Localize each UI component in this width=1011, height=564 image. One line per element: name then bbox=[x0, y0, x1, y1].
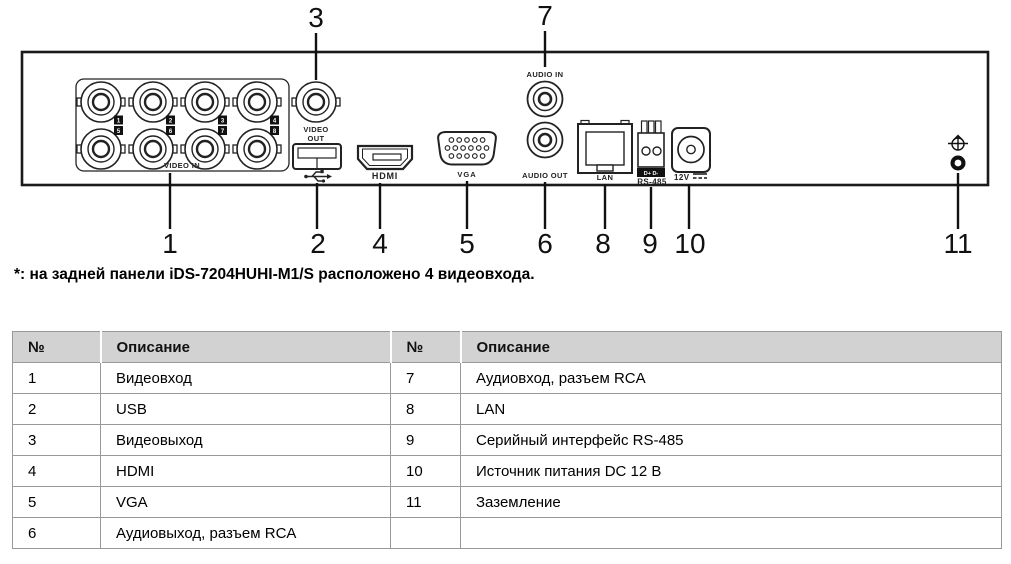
badge-5: 5 bbox=[116, 129, 121, 136]
badge-6: 6 bbox=[168, 129, 173, 136]
power-label: 12V bbox=[674, 173, 690, 182]
table-cell: Серийный интерфейс RS-485 bbox=[461, 425, 1002, 456]
table-cell: 4 bbox=[13, 456, 101, 487]
rear-panel-diagram bbox=[0, 0, 1011, 262]
video-out-label-1: VIDEO bbox=[303, 125, 329, 134]
table-row bbox=[13, 363, 1002, 394]
badge-7: 7 bbox=[220, 129, 225, 136]
table-cell: 2 bbox=[13, 394, 101, 425]
rca-audio-out-icon bbox=[528, 123, 563, 158]
table-cell bbox=[391, 518, 461, 549]
table-cell: LAN bbox=[461, 394, 1002, 425]
video-in-label: VIDEO IN bbox=[163, 161, 201, 170]
table-cell: USB bbox=[101, 394, 391, 425]
audio-out-label: AUDIO OUT bbox=[522, 171, 568, 180]
callout-5: 5 bbox=[459, 228, 475, 259]
description-table bbox=[12, 331, 1002, 549]
header-desc-left: Описание bbox=[101, 332, 391, 363]
table-row bbox=[13, 456, 1002, 487]
table-cell: 7 bbox=[391, 363, 461, 394]
hdmi-label: HDMI bbox=[371, 171, 399, 181]
table-cell: Источник питания DC 12 В bbox=[461, 456, 1002, 487]
lan-port bbox=[578, 121, 632, 183]
table-cell: 8 bbox=[391, 394, 461, 425]
header-num-left: № bbox=[13, 332, 101, 363]
table-cell: Видеовход bbox=[101, 363, 391, 394]
header-num-right: № bbox=[391, 332, 461, 363]
footnote: *: на задней панели iDS-7204HUHI-M1/S расположено 4 видеовхода. bbox=[14, 266, 535, 283]
callout-11: 11 bbox=[943, 228, 973, 259]
callout-9: 9 bbox=[642, 228, 658, 259]
table-row bbox=[13, 518, 1002, 549]
audio-in-label: AUDIO IN bbox=[526, 70, 564, 79]
rca-audio-in-icon bbox=[528, 82, 563, 117]
callout-10: 10 bbox=[674, 228, 706, 259]
lan-label: LAN bbox=[596, 173, 614, 182]
table-header-row bbox=[13, 332, 1002, 363]
table-cell: 6 bbox=[13, 518, 101, 549]
callout-8: 8 bbox=[595, 228, 611, 259]
header-desc-right: Описание bbox=[461, 332, 1002, 363]
table-cell: Аудиовыход, разъем RCA bbox=[101, 518, 391, 549]
table-row bbox=[13, 394, 1002, 425]
table-cell: 5 bbox=[13, 487, 101, 518]
callout-7: 7 bbox=[537, 0, 553, 31]
table-cell: Видеовыход bbox=[101, 425, 391, 456]
callout-3: 3 bbox=[308, 2, 324, 33]
badge-2: 2 bbox=[168, 118, 173, 125]
table-row bbox=[13, 425, 1002, 456]
table-cell: Аудиовход, разъем RCA bbox=[461, 363, 1002, 394]
rs485-badge: D+ D- bbox=[643, 171, 659, 177]
vga-label: VGA bbox=[457, 170, 477, 179]
badge-4: 4 bbox=[272, 118, 277, 125]
table-cell: Заземление bbox=[461, 487, 1002, 518]
badge-8: 8 bbox=[272, 129, 277, 136]
badge-1: 1 bbox=[116, 118, 121, 125]
badge-3: 3 bbox=[220, 118, 225, 125]
table-cell: 9 bbox=[391, 425, 461, 456]
table-cell: 3 bbox=[13, 425, 101, 456]
table-cell: 10 bbox=[391, 456, 461, 487]
callout-2: 2 bbox=[310, 228, 326, 259]
table-cell: 1 bbox=[13, 363, 101, 394]
table-cell: VGA bbox=[101, 487, 391, 518]
rs485-label: RS-485 bbox=[637, 177, 667, 187]
callout-6: 6 bbox=[537, 228, 553, 259]
callout-4: 4 bbox=[372, 228, 388, 259]
callout-1: 1 bbox=[162, 228, 178, 259]
table-row bbox=[13, 487, 1002, 518]
table-cell: HDMI bbox=[101, 456, 391, 487]
table-cell bbox=[461, 518, 1002, 549]
table-cell: 11 bbox=[391, 487, 461, 518]
video-out-label-2: OUT bbox=[307, 134, 325, 143]
